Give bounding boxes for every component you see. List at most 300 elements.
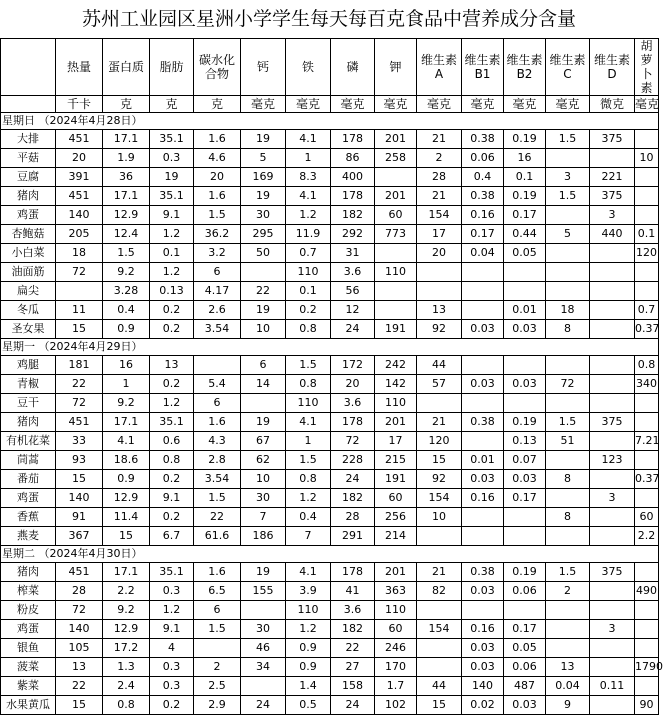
nutrient-value: 28 [417, 168, 462, 187]
nutrient-value: 110 [375, 601, 417, 620]
nutrient-value: 1.2 [150, 263, 194, 282]
nutrient-value [417, 282, 462, 301]
table-row [1, 413, 659, 432]
nutrient-value: 110 [375, 263, 417, 282]
table-row [1, 168, 659, 187]
nutrient-value: 11 [56, 301, 103, 320]
nutrient-value [635, 451, 659, 470]
nutrient-value: 27 [331, 658, 375, 677]
nutrient-value [375, 282, 417, 301]
nutrient-value: 0.17 [504, 489, 546, 508]
nutrient-value [462, 432, 504, 451]
nutrient-value: 86 [331, 149, 375, 168]
nutrient-value: 17.1 [103, 187, 150, 206]
nutrient-value: 1.3 [103, 658, 150, 677]
nutrient-value: 61.6 [194, 527, 241, 546]
nutrient-value: 19 [241, 187, 286, 206]
nutrient-value: 19 [241, 130, 286, 149]
nutrient-value: 11.4 [103, 508, 150, 527]
nutrient-value: 340 [635, 375, 659, 394]
header-row [1, 39, 659, 96]
nutrient-value: 0.37 [635, 320, 659, 339]
food-name: 大排 [1, 130, 56, 149]
nutrient-value: 6 [194, 601, 241, 620]
nutrient-value: 12.9 [103, 620, 150, 639]
nutrition-table [0, 38, 663, 715]
nutrient-value: 363 [375, 582, 417, 601]
nutrient-value [417, 601, 462, 620]
nutrient-value [590, 263, 635, 282]
nutrient-value [504, 263, 546, 282]
nutrient-value: 0.2 [150, 508, 194, 527]
nutrient-value: 1.6 [194, 187, 241, 206]
nutrient-value [375, 244, 417, 263]
day-label: 星期一 （2024年4月29日） [1, 339, 659, 356]
nutrient-value [590, 432, 635, 451]
nutrient-value: 0.7 [286, 244, 331, 263]
unit-cell: 毫克 [375, 96, 417, 113]
page-title: 苏州工业园区星洲小学学生每天每百克食品中营养成分含量 [81, 8, 576, 30]
nutrient-value [590, 582, 635, 601]
nutrient-value: 1.5 [546, 563, 590, 582]
nutrient-value [194, 356, 241, 375]
table-row [1, 527, 659, 546]
nutrient-value: 8.3 [286, 168, 331, 187]
nutrient-value: 0.1 [150, 244, 194, 263]
nutrient-value [590, 301, 635, 320]
nutrient-value: 1.4 [286, 677, 331, 696]
nutrient-value: 178 [331, 187, 375, 206]
nutrient-value: 24 [331, 320, 375, 339]
nutrient-value: 0.11 [590, 677, 635, 696]
nutrient-value [417, 658, 462, 677]
nutrient-value: 2.6 [194, 301, 241, 320]
nutrient-value: 2 [417, 149, 462, 168]
nutrient-value: 22 [194, 508, 241, 527]
column-header: 钙 [241, 39, 286, 96]
nutrient-value: 0.1 [504, 168, 546, 187]
nutrient-value: 22 [56, 677, 103, 696]
nutrient-value: 10 [635, 149, 659, 168]
nutrient-value: 155 [241, 582, 286, 601]
nutrient-value: 102 [375, 696, 417, 715]
nutrient-value: 3.54 [194, 470, 241, 489]
nutrient-value [417, 639, 462, 658]
nutrient-value: 154 [417, 620, 462, 639]
nutrient-value [635, 563, 659, 582]
nutrient-value: 170 [375, 658, 417, 677]
table-row [1, 489, 659, 508]
nutrient-value: 256 [375, 508, 417, 527]
nutrient-value: 1.5 [194, 489, 241, 508]
nutrient-value: 21 [417, 413, 462, 432]
table-row [1, 582, 659, 601]
table-row [1, 375, 659, 394]
nutrient-value [462, 301, 504, 320]
nutrient-value: 34 [241, 658, 286, 677]
nutrient-value: 15 [56, 320, 103, 339]
nutrient-value: 82 [417, 582, 462, 601]
table-row [1, 451, 659, 470]
nutrient-value [504, 394, 546, 413]
nutrient-value: 214 [375, 527, 417, 546]
table-row [1, 263, 659, 282]
nutrient-value [546, 206, 590, 225]
nutrient-value [635, 394, 659, 413]
nutrient-value: 24 [331, 470, 375, 489]
nutrient-value: 3.9 [286, 582, 331, 601]
nutrient-value: 1.2 [286, 489, 331, 508]
table-row [1, 130, 659, 149]
nutrient-value: 72 [56, 394, 103, 413]
table-row [1, 601, 659, 620]
nutrient-value: 0.8 [286, 470, 331, 489]
nutrient-value: 0.17 [504, 206, 546, 225]
column-header: 铁 [286, 39, 331, 96]
nutrient-value: 6 [194, 263, 241, 282]
nutrient-value [590, 696, 635, 715]
column-header: 维生素B2 [504, 39, 546, 96]
nutrient-value: 5.4 [194, 375, 241, 394]
nutrient-value [504, 282, 546, 301]
nutrient-value: 3.6 [331, 601, 375, 620]
nutrient-value: 169 [241, 168, 286, 187]
food-name: 粉皮 [1, 601, 56, 620]
unit-cell [1, 96, 56, 113]
nutrient-value: 0.19 [504, 413, 546, 432]
nutrient-value: 1.7 [375, 677, 417, 696]
nutrient-value: 201 [375, 563, 417, 582]
nutrient-value [504, 356, 546, 375]
nutrient-value: 221 [590, 168, 635, 187]
nutrient-value [546, 451, 590, 470]
nutrient-value: 92 [417, 470, 462, 489]
nutrient-value: 0.9 [103, 470, 150, 489]
nutrient-value: 1.5 [546, 413, 590, 432]
nutrient-value [546, 620, 590, 639]
nutrient-value: 1.6 [194, 413, 241, 432]
nutrient-value: 15 [56, 470, 103, 489]
food-name: 豆腐 [1, 168, 56, 187]
nutrient-value: 19 [150, 168, 194, 187]
nutrient-value: 10 [241, 470, 286, 489]
nutrient-value: 4.17 [194, 282, 241, 301]
nutrient-value: 1.5 [286, 356, 331, 375]
nutrient-value: 90 [635, 696, 659, 715]
nutrient-value: 46 [241, 639, 286, 658]
nutrient-value: 17.1 [103, 563, 150, 582]
nutrient-value: 0.16 [462, 620, 504, 639]
unit-cell: 毫克 [417, 96, 462, 113]
unit-cell: 毫克 [286, 96, 331, 113]
nutrient-value [590, 282, 635, 301]
nutrient-value: 182 [331, 620, 375, 639]
nutrient-value: 15 [417, 696, 462, 715]
nutrient-value: 0.01 [504, 301, 546, 320]
nutrient-value: 6.7 [150, 527, 194, 546]
nutrient-value [590, 149, 635, 168]
nutrient-value: 9 [546, 696, 590, 715]
nutrient-value [194, 639, 241, 658]
table-row [1, 244, 659, 263]
nutrient-value [546, 601, 590, 620]
nutrient-value [590, 356, 635, 375]
nutrient-value: 242 [375, 356, 417, 375]
nutrient-value: 0.8 [286, 320, 331, 339]
nutrient-value: 91 [56, 508, 103, 527]
table-row [1, 206, 659, 225]
nutrient-value: 16 [504, 149, 546, 168]
nutrient-value: 0.9 [286, 658, 331, 677]
nutrient-value [546, 394, 590, 413]
nutrient-value: 487 [504, 677, 546, 696]
nutrient-value: 0.13 [504, 432, 546, 451]
nutrient-value: 1.2 [286, 620, 331, 639]
unit-cell: 克 [194, 96, 241, 113]
nutrient-value: 1.2 [150, 601, 194, 620]
nutrient-value: 24 [241, 696, 286, 715]
nutrient-value: 17.1 [103, 130, 150, 149]
nutrient-value [635, 282, 659, 301]
table-row [1, 149, 659, 168]
nutrient-value: 142 [375, 375, 417, 394]
column-header: 蛋白质 [103, 39, 150, 96]
nutrient-value: 440 [590, 225, 635, 244]
nutrient-value: 1.5 [546, 130, 590, 149]
nutrient-value: 0.05 [504, 639, 546, 658]
nutrient-value: 4.6 [194, 149, 241, 168]
nutrient-value: 0.3 [150, 149, 194, 168]
nutrient-value [504, 508, 546, 527]
nutrient-value [504, 527, 546, 546]
nutrient-value: 375 [590, 187, 635, 206]
nutrient-value: 0.2 [150, 301, 194, 320]
column-header: 维生素C [546, 39, 590, 96]
nutrient-value: 201 [375, 130, 417, 149]
unit-cell: 微克 [590, 96, 635, 113]
nutrient-value: 451 [56, 187, 103, 206]
table-row [1, 508, 659, 527]
nutrient-value [417, 263, 462, 282]
nutrient-value [56, 282, 103, 301]
nutrient-value: 0.06 [504, 658, 546, 677]
nutrient-value: 5 [241, 149, 286, 168]
nutrient-value [546, 149, 590, 168]
food-name: 油面筋 [1, 263, 56, 282]
nutrient-value: 0.03 [462, 658, 504, 677]
nutrient-value [546, 282, 590, 301]
nutrient-value: 451 [56, 563, 103, 582]
nutrient-value: 400 [331, 168, 375, 187]
nutrient-value: 24 [331, 696, 375, 715]
nutrient-value: 7.21 [635, 432, 659, 451]
nutrient-value: 13 [546, 658, 590, 677]
nutrient-value: 16 [103, 356, 150, 375]
nutrient-value: 178 [331, 563, 375, 582]
nutrient-value: 0.8 [635, 356, 659, 375]
column-header: 胡萝卜素 [635, 39, 659, 96]
nutrient-value: 8 [546, 320, 590, 339]
food-name: 扁尖 [1, 282, 56, 301]
nutrient-value: 60 [375, 489, 417, 508]
nutrient-value [590, 527, 635, 546]
nutrient-value: 2.9 [194, 696, 241, 715]
food-name: 茼蒿 [1, 451, 56, 470]
nutrient-value: 4 [150, 639, 194, 658]
nutrient-value [546, 489, 590, 508]
unit-cell: 毫克 [462, 96, 504, 113]
nutrient-value: 0.7 [635, 301, 659, 320]
food-name: 番茄 [1, 470, 56, 489]
nutrient-value [241, 601, 286, 620]
nutrient-value: 4.1 [286, 130, 331, 149]
nutrient-value: 3.6 [331, 394, 375, 413]
day-row [1, 546, 659, 563]
nutrient-value: 44 [417, 677, 462, 696]
nutrient-value [635, 187, 659, 206]
nutrient-value [590, 639, 635, 658]
nutrient-value: 0.6 [150, 432, 194, 451]
nutrient-value: 178 [331, 130, 375, 149]
food-name: 有机花菜 [1, 432, 56, 451]
nutrient-value: 7 [286, 527, 331, 546]
nutrient-value: 1.5 [286, 451, 331, 470]
column-header: 碳水化合物 [194, 39, 241, 96]
nutrient-value: 0.5 [286, 696, 331, 715]
nutrient-value [635, 130, 659, 149]
nutrient-value: 12.9 [103, 489, 150, 508]
table-row [1, 320, 659, 339]
nutrient-value: 3 [590, 206, 635, 225]
nutrient-value [417, 394, 462, 413]
nutrient-value [635, 263, 659, 282]
nutrient-value: 13 [150, 356, 194, 375]
column-header: 维生素D [590, 39, 635, 96]
nutrient-value [635, 206, 659, 225]
table-row [1, 677, 659, 696]
nutrient-value: 0.8 [286, 375, 331, 394]
nutrient-value: 2.8 [194, 451, 241, 470]
nutrient-value: 17.2 [103, 639, 150, 658]
food-name: 香蕉 [1, 508, 56, 527]
column-header: 脂肪 [150, 39, 194, 96]
nutrient-value: 18 [56, 244, 103, 263]
column-header: 钾 [375, 39, 417, 96]
nutrient-value: 0.3 [150, 582, 194, 601]
nutrient-value: 140 [56, 620, 103, 639]
nutrient-value: 0.3 [150, 677, 194, 696]
unit-cell: 毫克 [504, 96, 546, 113]
nutrient-value: 0.19 [504, 563, 546, 582]
nutrient-value: 56 [331, 282, 375, 301]
nutrient-value: 17 [375, 432, 417, 451]
nutrient-value: 191 [375, 320, 417, 339]
nutrient-value: 105 [56, 639, 103, 658]
nutrient-value: 0.02 [462, 696, 504, 715]
nutrient-value: 22 [241, 282, 286, 301]
nutrient-value [546, 244, 590, 263]
nutrient-value: 1.6 [194, 563, 241, 582]
nutrient-value [590, 470, 635, 489]
nutrient-value: 0.2 [150, 320, 194, 339]
nutrient-value [635, 620, 659, 639]
nutrient-value: 11.9 [286, 225, 331, 244]
nutrient-value [462, 394, 504, 413]
nutrient-value: 1.5 [194, 206, 241, 225]
unit-cell: 克 [103, 96, 150, 113]
food-name: 水果黄瓜 [1, 696, 56, 715]
nutrient-value: 21 [417, 187, 462, 206]
nutrient-value: 120 [635, 244, 659, 263]
nutrient-value: 0.4 [462, 168, 504, 187]
nutrient-value: 12.4 [103, 225, 150, 244]
food-name: 冬瓜 [1, 301, 56, 320]
table-row [1, 470, 659, 489]
food-name: 平菇 [1, 149, 56, 168]
nutrient-value: 4.1 [103, 432, 150, 451]
nutrient-value: 28 [331, 508, 375, 527]
nutrient-value: 120 [417, 432, 462, 451]
nutrient-value: 51 [546, 432, 590, 451]
nutrient-value: 9.1 [150, 620, 194, 639]
table-row [1, 696, 659, 715]
nutrient-value: 1.2 [286, 206, 331, 225]
nutrient-value: 191 [375, 470, 417, 489]
nutrient-value [462, 356, 504, 375]
column-header [1, 39, 56, 96]
nutrient-value [546, 263, 590, 282]
nutrient-value: 258 [375, 149, 417, 168]
nutrient-value: 3.6 [331, 263, 375, 282]
nutrient-value: 140 [462, 677, 504, 696]
nutrient-value: 0.05 [504, 244, 546, 263]
nutrient-value: 12.9 [103, 206, 150, 225]
nutrient-value: 0.03 [504, 470, 546, 489]
nutrient-value: 18 [546, 301, 590, 320]
nutrient-value: 0.38 [462, 563, 504, 582]
nutrient-value: 391 [56, 168, 103, 187]
nutrient-value: 0.16 [462, 489, 504, 508]
nutrient-value: 60 [635, 508, 659, 527]
nutrient-value: 0.2 [150, 375, 194, 394]
nutrient-value [462, 282, 504, 301]
nutrient-value: 72 [56, 263, 103, 282]
food-name: 榨菜 [1, 582, 56, 601]
nutrient-value: 22 [331, 639, 375, 658]
nutrient-value: 375 [590, 413, 635, 432]
nutrient-value: 0.03 [462, 639, 504, 658]
nutrient-value: 44 [417, 356, 462, 375]
nutrient-value: 10 [241, 320, 286, 339]
nutrient-value [462, 263, 504, 282]
nutrient-value [590, 658, 635, 677]
nutrient-value: 21 [417, 130, 462, 149]
unit-cell: 克 [150, 96, 194, 113]
nutrient-value [635, 413, 659, 432]
nutrient-value: 0.17 [462, 225, 504, 244]
nutrient-value: 123 [590, 451, 635, 470]
nutrient-value: 0.3 [150, 658, 194, 677]
nutrient-value: 1.2 [150, 225, 194, 244]
nutrient-value: 0.01 [462, 451, 504, 470]
nutrient-value: 1.5 [194, 620, 241, 639]
nutrient-value: 4.1 [286, 563, 331, 582]
nutrient-value: 72 [56, 601, 103, 620]
column-header: 磷 [331, 39, 375, 96]
nutrient-value: 0.37 [635, 470, 659, 489]
table-row [1, 658, 659, 677]
nutrient-value: 2.2 [635, 527, 659, 546]
